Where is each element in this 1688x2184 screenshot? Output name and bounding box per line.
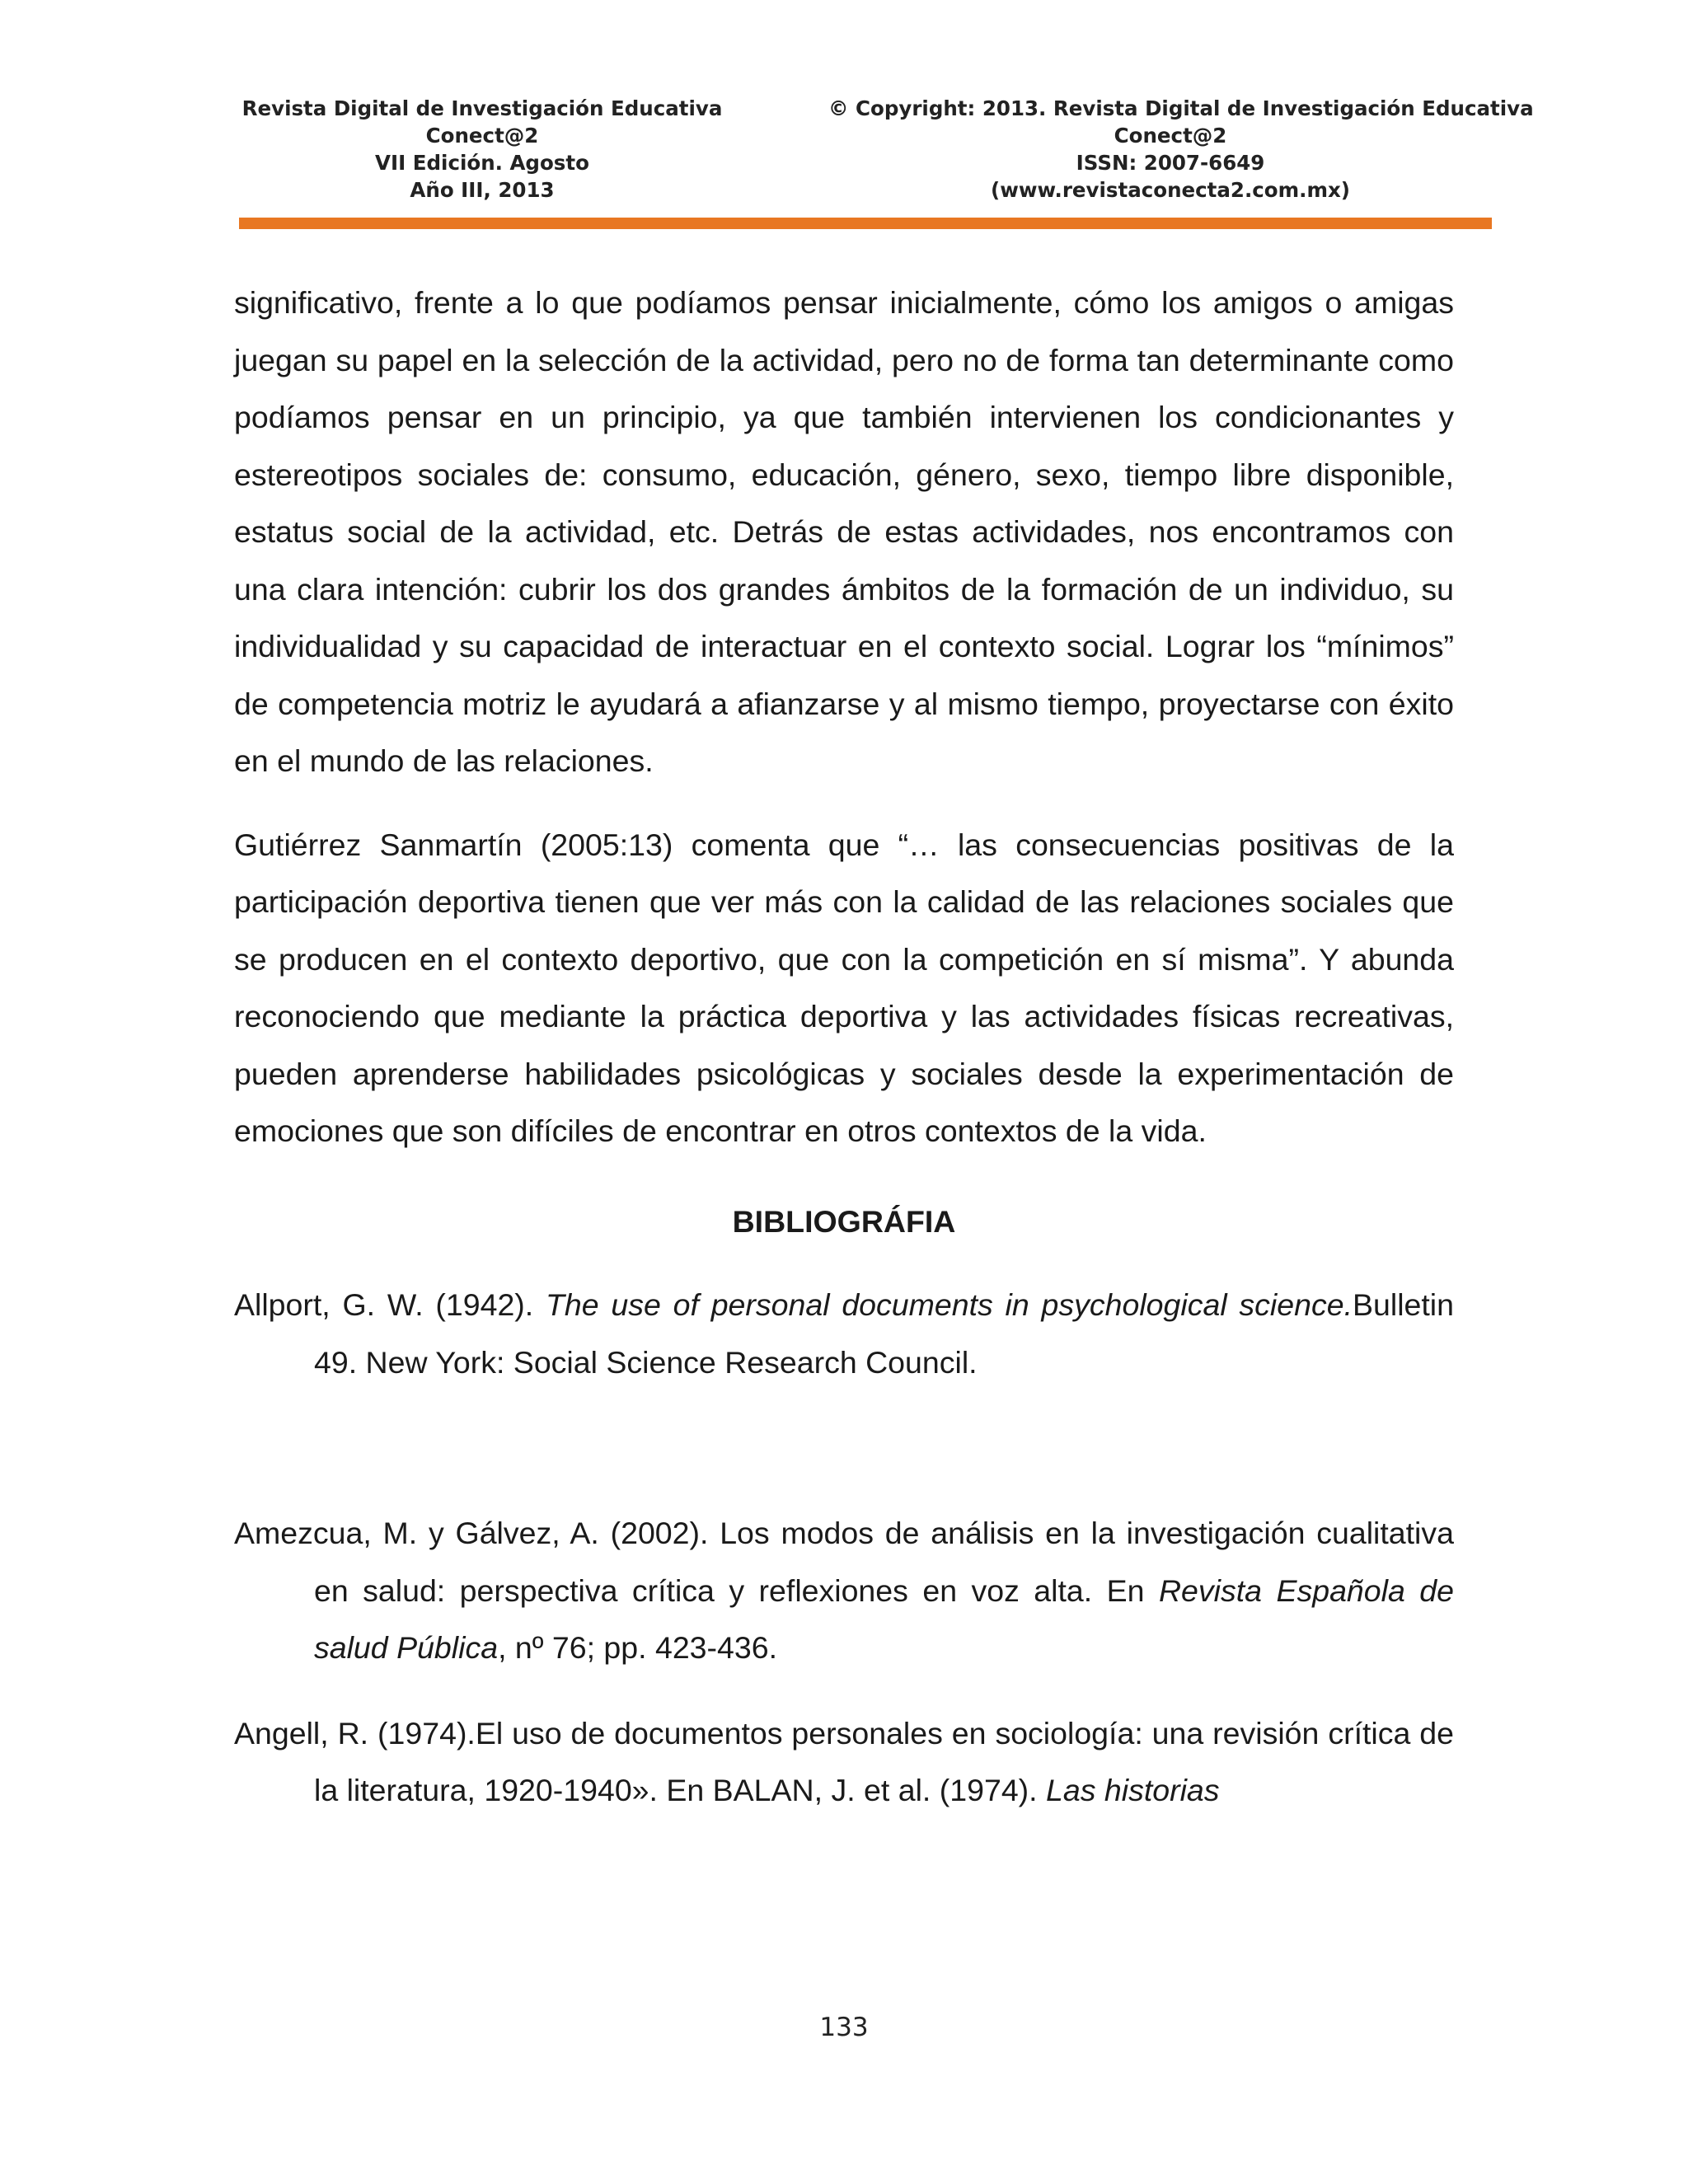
- ref-text: Allport, G. W. (1942).: [234, 1287, 546, 1322]
- document-body: [234, 274, 1454, 1820]
- header-edition: VII Edición. Agosto: [375, 151, 589, 175]
- header-journal-name: Revista Digital de Investigación Educativa: [241, 96, 723, 120]
- body-paragraph: Gutiérrez Sanmartín (2005:13) comenta que “… las consecuencias positivas de la participación deportiva tienen que ver más con la calidad de las relaciones sociales que se producen en el contexto deportivo, que con la competición en sí misma”. Y abunda reconociendo que mediante la práctica deportiva y las actividades físicas recreativas, pueden aprenderse habilidades psicológicas y sociales desde la experimentación de emociones que son difíciles de encontrar en otros contextos de la vida.: [234, 827, 1454, 1148]
- bibliography-entry: [234, 1505, 1454, 1677]
- header-year: Año III, 2013: [410, 178, 555, 202]
- bibliography-entry: [234, 1705, 1454, 1820]
- bibliography-heading: BIBLIOGRÁFIA: [732, 1203, 956, 1239]
- page-header: [0, 95, 1688, 227]
- ref-title: Las historias: [1046, 1773, 1220, 1807]
- body-paragraph: significativo, frente a lo que podíamos pensar inicialmente, cómo los amigos o amigas juegan su papel en la selección de la actividad, pero no de forma tan determinante como podíamos pensar en un principio, ya que también intervienen los condicionantes y estereotipos sociales de: consumo, educación, género, sexo, tiempo libre disponible, estatus social de la actividad, etc. Detrás de estas actividades, nos encontramos con una clara intención: cubrir los dos grandes ámbitos de la formación de un individuo, su individualidad y su capacidad de interactuar en el contexto social. Lograr los “mínimos” de competencia motriz le ayudará a afianzarse y al mismo tiempo, proyectarse con éxito en el mundo de las relaciones.: [234, 285, 1454, 778]
- header-copyright: © Copyright: 2013. Revista Digital de Investigación Educativa: [828, 96, 1534, 120]
- header-divider: [239, 218, 1492, 229]
- spacer: [234, 1677, 1454, 1705]
- ref-text: , nº 76; pp. 423-436.: [498, 1630, 778, 1665]
- header-website: (www.revistaconecta2.com.mx): [991, 178, 1350, 202]
- header-copyright-info: [828, 95, 1534, 204]
- ref-title: Revista Española de salud Pública: [314, 1572, 1454, 1665]
- ref-text: Amezcua, M. y Gálvez, A. (2002). Los modos de análisis en la investigación cualitativa en salud: perspectiva crítica y reflexiones en voz alta. En: [234, 1516, 1454, 1608]
- header-issn: ISSN: 2007-6649: [1076, 151, 1265, 175]
- ref-text: Bulletin 49. New York: Social Science Research Council.: [314, 1287, 1454, 1380]
- ref-text: Angell, R. (1974).El uso de documentos personales en sociología: una revisión crítica de la literatura, 1920-1940». En BALAN, J. et al. (1974).: [234, 1715, 1454, 1807]
- header-copyright-short-name: Conect@2: [1114, 124, 1227, 148]
- header-journal-short-name: Conect@2: [425, 124, 539, 148]
- spacer: [234, 1391, 1454, 1505]
- header-journal-info: [239, 95, 725, 204]
- bibliography-entry: [234, 1277, 1454, 1391]
- ref-title: The use of personal documents in psychological science.: [546, 1287, 1353, 1322]
- page-number: 133: [819, 2013, 869, 2042]
